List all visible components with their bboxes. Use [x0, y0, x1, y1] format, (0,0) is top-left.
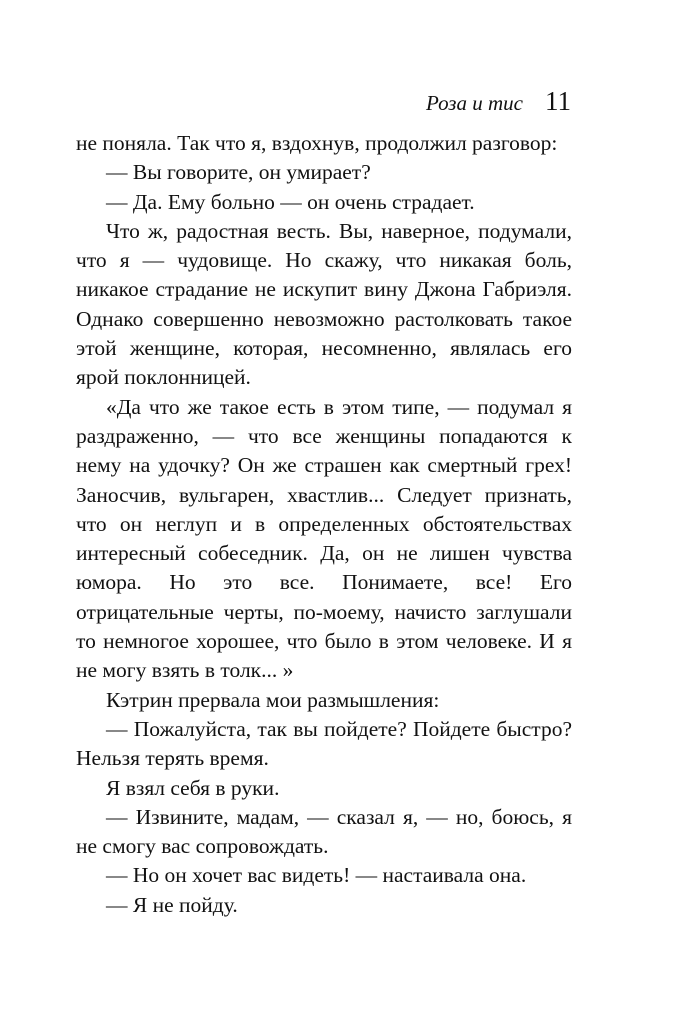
paragraph: — Я не пойду. — [106, 892, 238, 917]
body-text — [76, 129, 572, 920]
page-number: 11 — [545, 86, 571, 116]
paragraph: не поняла. Так что я, вздохнув, продолжил разговор: — [76, 131, 558, 155]
paragraph: — Пожалуйста, так вы пойдете? Пойдете быстро? Нельзя терять время. — [76, 716, 572, 771]
paragraph: — Да. Ему больно — он очень страдает. — [106, 189, 475, 214]
paragraph: — Извините, мадам, — сказал я, — но, боюсь, я не смогу вас сопровождать. — [76, 804, 572, 859]
running-title: Роза и тис — [426, 91, 523, 115]
paragraph: — Но он хочет вас видеть! — настаивала она. — [106, 863, 527, 888]
paragraph: Что ж, радостная весть. Вы, наверное, подумали, что я — чудовище. Но скажу, что никакая боль, никакое страдание не искупит вину Джона Габриэля. Однако совершенно невозможно растолковать такое этой женщине, которая, несомненно, являлась его ярой поклонницей. — [76, 218, 572, 390]
running-header — [426, 86, 571, 117]
paragraph: — Вы говорите, он умирает? — [106, 160, 371, 185]
paragraph: Кэтрин прервала мои размышления: — [106, 687, 440, 712]
paragraph: Я взял себя в руки. — [106, 775, 280, 800]
paragraph: «Да что же такое есть в этом типе, — подумал я раздраженно, — что все женщины попадаются к нему на удочку? Он же страшен как смертный грех! Заносчив, вульгарен, хвастлив... Следует признать, что он неглуп и в определенных обстоятельствах интересный собеседник. Да, он не лишен чувства юмора. Но это все. Понимаете, все! Его отрицательные черты, по-моему, начисто заглушали то немногое хорошее, что было в этом человеке. И я не могу взять в толк... » — [76, 394, 572, 683]
